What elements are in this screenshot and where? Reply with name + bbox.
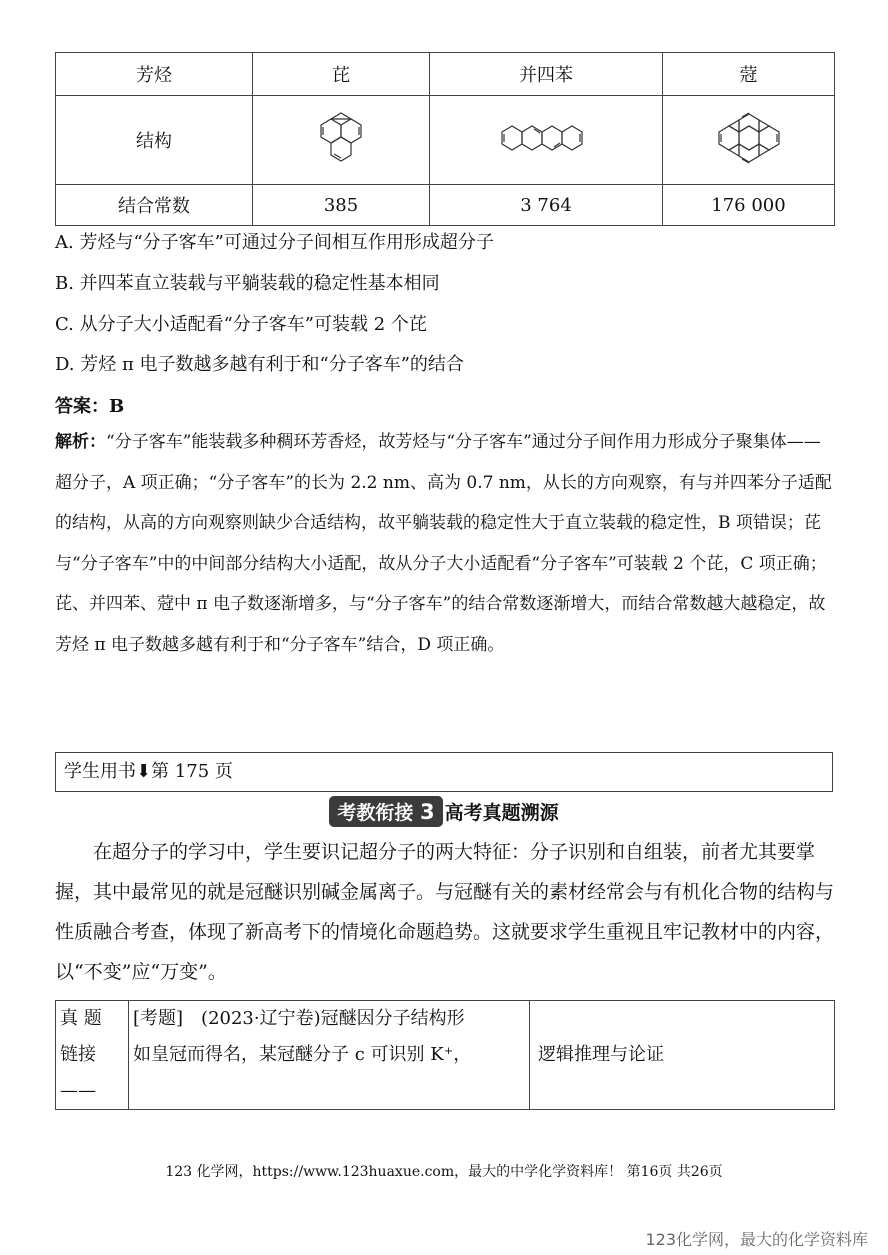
tetracene-structure-image (496, 118, 596, 158)
question-line-2: 如皇冠而得名，某冠醚分子 c 可识别 K⁺， (133, 1044, 472, 1065)
page-footer: 123 化学网，https://www.123huaxue.com，最大的中学化学资料库！ 第16页 共26页 (165, 1164, 723, 1180)
tetracene-structure (430, 96, 663, 185)
option-d: D. 芳烃 π 电子数越多越有利于和“分子客车”的结合 (55, 354, 464, 375)
analysis-label: 解析： (55, 432, 106, 452)
answer (55, 392, 124, 418)
question-table (55, 1000, 835, 1110)
banner-tag-text: 考教衔接 (337, 802, 414, 824)
option-b: B. 并四苯直立装载与平躺装载的稳定性基本相同 (55, 273, 440, 294)
answer-label: 答案： (55, 396, 109, 417)
page-reference: 学生用书⬇第 175 页 (55, 752, 833, 792)
coronene-structure (663, 96, 835, 185)
pyrene-structure-image (301, 108, 381, 168)
structure-label: 结构 (56, 96, 253, 185)
header-tetracene: 并四苯 (430, 53, 663, 96)
constant-label: 结合常数 (56, 185, 253, 226)
question-text (129, 1001, 530, 1110)
answer-value: B (109, 396, 125, 417)
header-coronene: 蒄 (663, 53, 835, 96)
question-link-label: 真 题 链接—— (56, 1001, 129, 1110)
constant-coronene: 176 000 (663, 185, 835, 226)
header-aromatic: 芳烃 (56, 53, 253, 96)
banner-title: 高考真题溯源 (444, 802, 559, 824)
coronene-structure-image (709, 98, 789, 178)
banner-tag (329, 796, 442, 827)
banner-tag-number: 3 (420, 800, 435, 824)
option-a: A. 芳烃与“分子客车”可通过分子间相互作用形成超分子 (55, 232, 494, 253)
constant-tetracene: 3 764 (430, 185, 663, 226)
ability-label: 逻辑推理与论证 (530, 1001, 835, 1110)
pyrene-structure (253, 96, 430, 185)
analysis (55, 422, 835, 665)
analysis-text: “分子客车”能装载多种稠环芳香烃，故芳烃与“分子客车”通过分子间作用力形成分子聚集体——超分子，A 项正确；“分子客车”的长为 2.2 nm、高为 0.7 nm，从长的方向观察，有与并四苯分子适配的结构，从高的方向观察则缺少合适结构，故平躺装载的稳定性大于直立装载的稳定性，B 项错误；芘与“分子客车”中的中间部分结构大小适配，故从分子大小适配看“分子客车”可装载 2 个芘，C 项正确；芘、并四苯、蒄中 π 电子数逐渐增多，与“分子客车”的结合常数逐渐增大，而结合常数越大越稳定，故芳烃 π 电子数越多越有利于和“分子客车”结合，D 项正确。 (55, 432, 832, 655)
watermark: 123化学网，最大的化学资料库 (645, 1230, 868, 1249)
question-line-1: [考题] (2023·辽宁卷)冠醚因分子结构形 (133, 1008, 465, 1029)
aromatics-table (55, 52, 835, 226)
intro-paragraph: 在超分子的学习中，学生要识记超分子的两大特征：分子识别和自组装，前者尤其要掌握，其中最常见的就是冠醚识别碱金属离子。与冠醚有关的素材经常会与有机化合物的结构与性质融合考查，体现了新高考下的情境化命题趋势。这就要求学生重视且牢记教材中的内容，以“不变”应“万变”。 (55, 841, 835, 983)
header-pyrene: 芘 (253, 53, 430, 96)
section-banner (0, 796, 888, 827)
constant-pyrene: 385 (253, 185, 430, 226)
option-c: C. 从分子大小适配看“分子客车”可装载 2 个芘 (55, 314, 427, 335)
